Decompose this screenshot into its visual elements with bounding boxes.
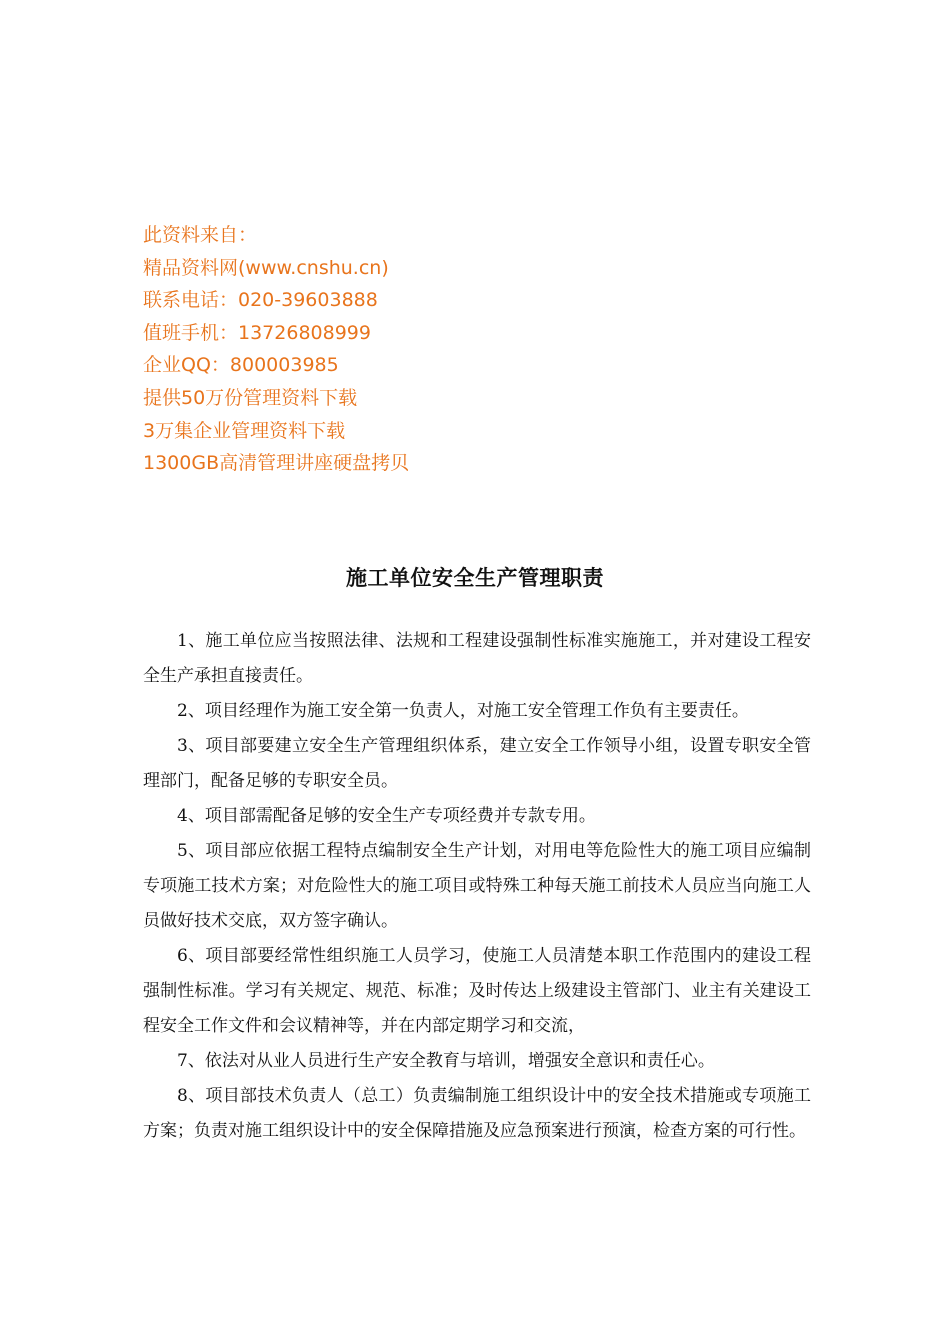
offer-line-2: 3万集企业管理资料下载 [143,419,346,442]
paragraph-3: 3、项目部要建立安全生产管理组织体系，建立安全工作领导小组，设置专职安全管理部门，配备足够的专职安全员。 [143,736,811,791]
offer-line-3: 1300GB高清管理讲座硬盘拷贝 [143,452,410,475]
paragraph-4: 4、项目部需配备足够的安全生产专项经费并专款专用。 [177,806,596,826]
qq-line: 企业QQ：800003985 [143,354,339,377]
mobile-line: 值班手机：13726808999 [143,321,371,344]
phone-line: 联系电话：020-39603888 [143,289,378,312]
paragraph-7: 7、依法对从业人员进行生产安全教育与培训，增强安全意识和责任心。 [177,1051,715,1071]
paragraph-8: 8、项目部技术负责人（总工）负责编制施工组织设计中的安全技术措施或专项施工方案；负责对施工组织设计中的安全保障措施及应急预案进行预演，检查方案的可行性。 [143,1086,811,1141]
source-info-block [143,219,409,480]
paragraph-5: 5、项目部应依据工程特点编制安全生产计划，对用电等危险性大的施工项目应编制专项施工技术方案；对危险性大的施工项目或特殊工种每天施工前技术人员应当向施工人员做好技术交底，双方签字确认。 [143,841,811,931]
document-title: 施工单位安全生产管理职责 [346,565,604,590]
paragraph-2: 2、项目经理作为施工安全第一负责人，对施工安全管理工作负有主要责任。 [177,701,749,721]
document-body [143,624,811,1149]
offer-line-1: 提供50万份管理资料下载 [143,386,358,409]
website-line: 精品资料网(www.cnshu.cn) [143,256,389,279]
paragraph-6: 6、项目部要经常性组织施工人员学习，使施工人员清楚本职工作范围内的建设工程强制性标准。学习有关规定、规范、标准；及时传达上级建设主管部门、业主有关建设工程安全工作文件和会议精神等，并在内部定期学习和交流， [143,946,811,1036]
paragraph-1: 1、施工单位应当按照法律、法规和工程建设强制性标准实施施工，并对建设工程安全生产承担直接责任。 [143,631,811,686]
source-line: 此资料来自： [143,224,258,246]
